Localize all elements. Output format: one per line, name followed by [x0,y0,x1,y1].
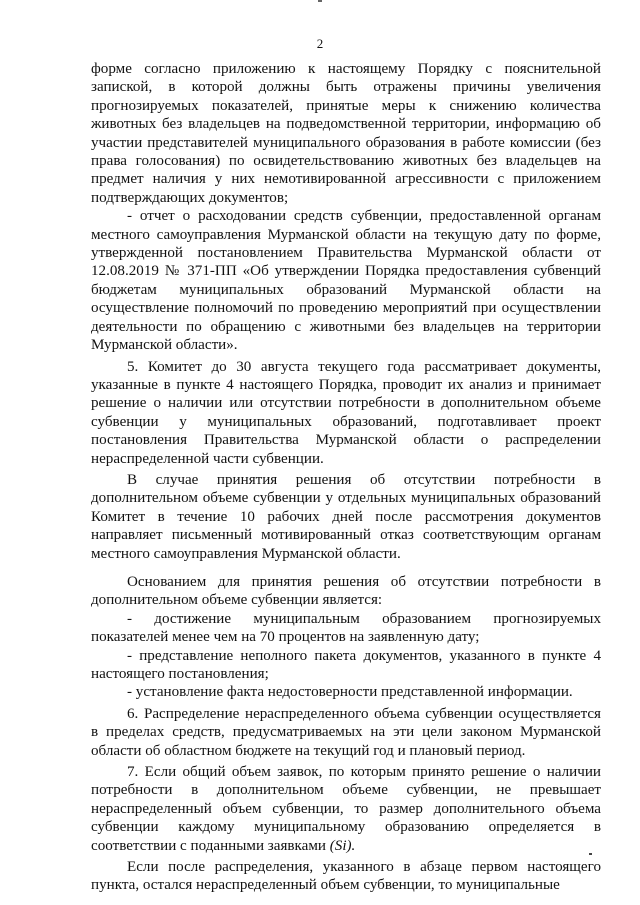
paragraph-item-7 [91,763,601,855]
list-item-ground-3: - установление факта недостоверности представленной информации. [127,684,573,701]
scan-artifact-bottom [589,853,592,855]
list-item-ground-1: - достижение муниципальным образованием прогнозируемых показателей менее чем на 70 процентов на заявленную дату; [91,610,601,646]
scan-artifact-top [318,0,322,2]
paragraph-item-6: 6. Распределение нераспределенного объема субвенции осуществляется в пределах средств, предусматриваемых на эти цели законом Мурманской области об областном бюджете на текущий год и плановый период. [91,705,601,759]
paragraph-continuation: форме согласно приложению к настоящему Порядку с пояснительной запиской, в которой должны быть отражены причины увеличения прогнозируемых показателей, принятые меры к снижению количества животных без владельцев на подведомственной территории, информацию об участии представителей муниципального образования в работе комиссии (без права голосования) по освидетельствованию животных без владельцев на предмет наличия у них немотивированной агрессивности с приложением подтверждающих документов; [91,61,601,206]
formula-si: (Si). [329,837,356,854]
paragraph-remaining: Если после распределения, указанного в абзаце первом настоящего пункта, остался нераспределенный объем субвенции, то муниципальные [91,859,601,894]
page-number: 2 [316,36,324,51]
document-body [91,60,601,895]
paragraph-report-item: - отчет о расходовании средств субвенции, предоставленной органам местного самоуправления Мурманской области на текущую дату по форме, утвержденной постановлением Правительства Мурманской области от 12.08.2019 № 371-ПП «Об утверждении Порядка предоставления субвенций бюджетам муниципальных образований Мурманской области на осуществление полномочий по проведению мероприятий при осуществлении деятельности по обращению с животными без владельцев на территории Мурманской области». [91,208,601,354]
paragraph-item-5: 5. Комитет до 30 августа текущего года рассматривает документы, указанные в пункте 4 настоящего Порядка, проводит их анализ и принимает решение о наличии или отсутствии потребности в дополнительном объеме субвенции у муниципальных образований, подготавливает проект постановления Правительства Мурманской области о распределении нераспределенной части субвенции. [91,358,601,467]
paragraph-refusal: В случае принятия решения об отсутствии потребности в дополнительном объеме субвенции у отдельных муниципальных образований Комитет в течение 10 рабочих дней после рассмотрения документов направляет письменный мотивированный отказ соответствующим органам местного самоуправления Мурманской области. [91,471,601,562]
paragraph-grounds-intro: Основанием для принятия решения об отсутствии потребности в дополнительном объеме субвенции является: [91,573,601,609]
list-item-ground-2: - представление неполного пакета документов, указанного в пункте 4 настоящего постановления; [91,647,601,682]
paragraph-item-7-text: 7. Если общий объем заявок, по которым принято решение о наличии потребности в дополнительном объеме субвенции, не превышает нераспределенный объем субвенции, то размер дополнительного объема субвенции каждому муниципальному образованию определяется в соответствии с поданными заявками [91,764,601,854]
